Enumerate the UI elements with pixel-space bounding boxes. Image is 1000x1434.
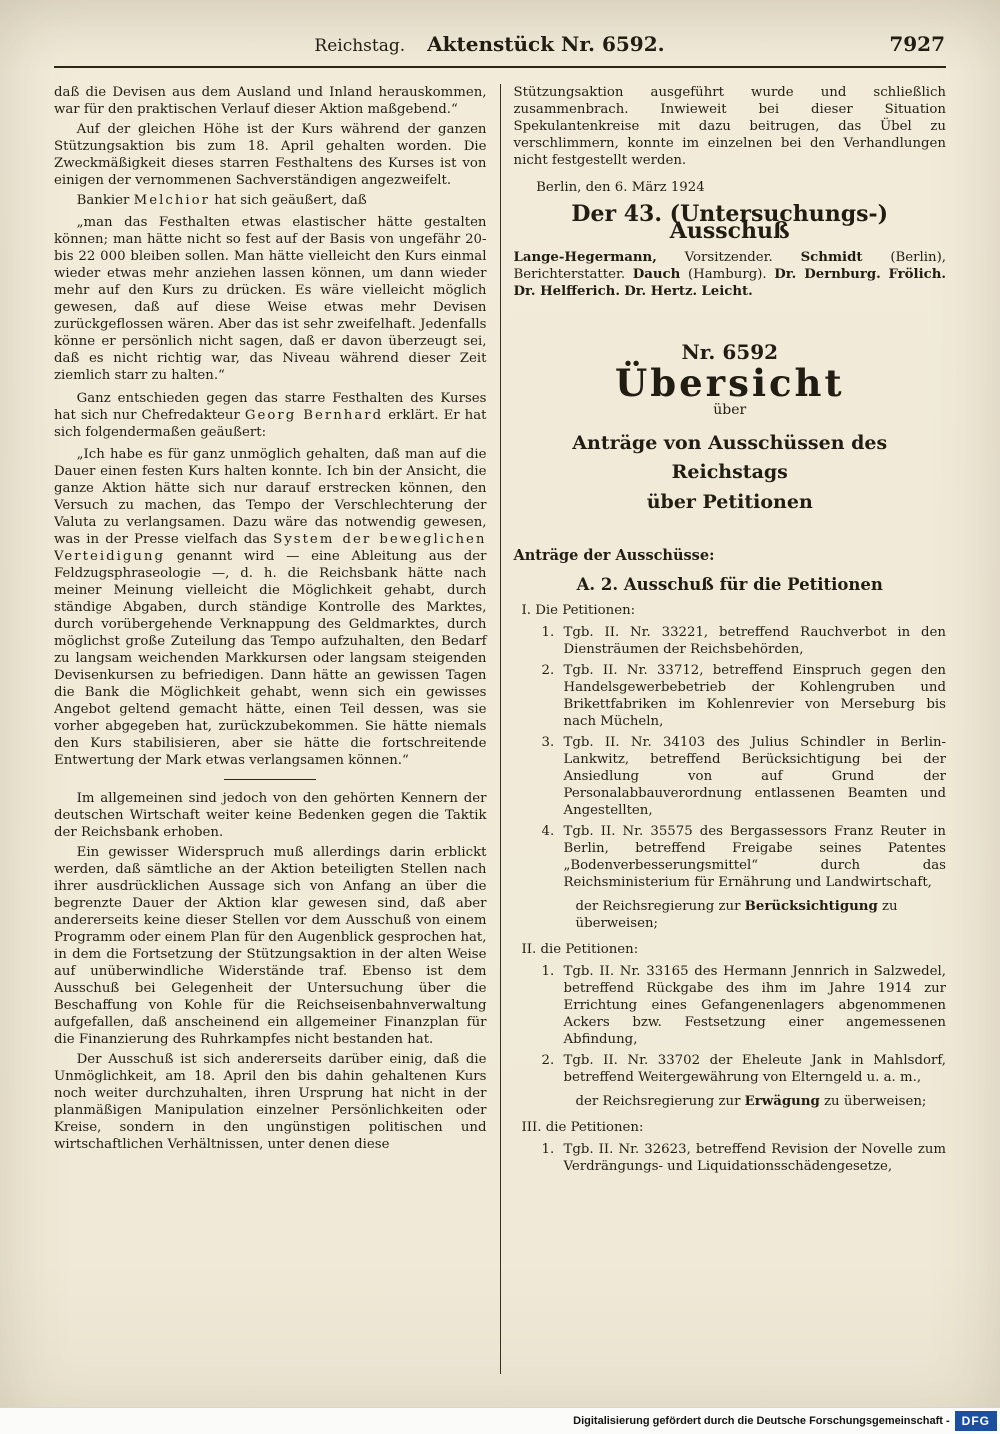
petition-group-1-label: I. Die Petitionen: [521, 603, 636, 619]
text-run: der Reichsregierung zur [575, 1094, 745, 1110]
petition-item [542, 963, 947, 1048]
signer-role: Vorsitzender. [656, 250, 801, 265]
document-number-title: Aktenstück Nr. 6592. [427, 32, 665, 56]
signer-name: Lange-Hegermann, [513, 250, 657, 265]
paragraph [54, 390, 487, 441]
petition-list-3 [542, 1141, 947, 1175]
item-text: Tgb. II. Nr. 33702 der Eheleute Jank in Mahlsdorf, betreffend Weitergewährung von Elterngeld u. a. m., [563, 1053, 946, 1086]
antraege-section-label: Anträge der Ausschüsse: [513, 547, 715, 565]
petition-item [542, 734, 947, 819]
petition-group-3-label: III. die Petitionen: [521, 1120, 644, 1136]
header-rule [54, 66, 946, 68]
resolution-2 [576, 1093, 933, 1110]
paragraph: Auf der gleichen Höhe ist der Kurs während der ganzen Stützungsaktion bis zum 18. April gehalten worden. Die Zweckmäßigkeit dieses starren Festhaltens des Kurses ist von einigen der vernommenen Sachverständigen angezweifelt. [54, 122, 487, 188]
committee-title: Der 43. (Untersuchungs-) Ausschuß [571, 201, 889, 244]
item-text: Tgb. II. Nr. 35575 des Bergassessors Franz Reuter in Berlin, betreffend Freigabe seines Patentes „Bodenverbesserungsmittel“ durch das Reichsministerium für Ernährung und Landwirtschaft, [563, 824, 946, 891]
signature-block [514, 249, 947, 300]
emphasized-name: Georg Bernhard [244, 408, 384, 423]
item-number: 1. [541, 625, 555, 641]
main-title-line1: Anträge von Ausschüssen des Reichstags [572, 432, 888, 484]
page-number: 7927 [889, 32, 945, 56]
item-text: Tgb. II. Nr. 32623, betreffend Revision der Novelle zum Verdrängungs- und Liquidationsschädengesetze, [563, 1142, 946, 1175]
uebersicht-heading: Übersicht [614, 361, 845, 405]
text-run: erklärt. Er hat sich folgendermaßen geäußert: [54, 408, 487, 440]
paragraph: Ein gewisser Widerspruch muß allerdings darin erblickt werden, daß sämtliche an der Aktion beteiligten Stellen nach ihrer ausdrücklichen Aussage sich von Anfang an über die begrenzte Dauer der Aktion klar gewesen sind, daß aber andererseits keine dieser Stellen vor dem Ausschuß von einem Programm oder einem Plan für den Augenblick gesprochen hat, in dem die Fortsetzung der Stützungsaktion in der alten Weise auf unüberwindliche Widerstände traf. Ebenso ist dem Ausschuß bei Gelegenheit der Untersuchung über die Beschaffung von Kohle für die Reichseisenbahnverwaltung aufgefallen, daß anscheinend ein allgemeiner Finanzplan für die Finanzierung des Ruhrkampfes nicht bestanden hat. [54, 845, 487, 1047]
petition-item [542, 662, 947, 730]
paragraph-continuation: daß die Devisen aus dem Ausland und Inland herauskommen, war für den praktischen Verlauf dieser Aktion maßgebend.“ [54, 85, 487, 117]
digitization-footer [0, 1407, 1000, 1434]
paragraph [54, 192, 487, 209]
paragraph: Der Ausschuß ist sich andererseits darüber einig, daß die Unmöglichkeit, am 18. April den bis dahin gehaltenen Kurs noch weiter durchzuhalten, ihren Ursprung hat nicht in der planmäßigen Manipulation einzelner Persönlichkeiten oder Kreise, sondern in den ungünstigen politischen und wirtschaftlichen Verhältnissen, unter denen diese [54, 1052, 487, 1152]
section-divider-rule [224, 779, 316, 780]
header-title-group [314, 32, 664, 56]
text-run: hat sich geäußert, daß [210, 193, 367, 208]
journal-name: Reichstag. [314, 36, 406, 56]
item-text: Tgb. II. Nr. 34103 des Julius Schindler in Berlin-Lankwitz, betreffend Berücksichtigung bei der Ansiedlung von auf Grund der Personalabbauverordnung entlassenen Beamten und Angestellten, [563, 735, 946, 819]
committee-a2-heading: A. 2. Ausschuß für die Petitionen [576, 575, 883, 595]
signer-name: Schmidt [800, 250, 863, 265]
signer-name: Dauch [632, 267, 681, 282]
item-number: 3. [541, 735, 555, 751]
signer-role: (Hamburg). [680, 267, 775, 282]
text-run: der Reichsregierung zur [575, 899, 745, 915]
content-columns [54, 84, 946, 1374]
emphasized-phrase: System der beweglichen Verteidigung [54, 532, 487, 564]
petition-item [542, 823, 947, 891]
paragraph: Im allgemeinen sind jedoch von den gehörten Kennern der deutschen Wirtschaft weiter keine Bedenken gegen die Taktik der Reichsbank erhoben. [54, 791, 487, 840]
petition-item [542, 1141, 947, 1175]
dateline: Berlin, den 6. März 1924 [536, 180, 705, 195]
ueber-subheading: über [713, 402, 747, 418]
quote-paragraph: „man das Festhalten etwas elastischer hätte gestalten können; man hätte nicht so fest auf der Basis von ungefähr 20- bis 22 000 bleiben sollen. Man hätte vielleicht den Kurs einmal wieder etwas mehr anziehen lassen können, um dann wieder mehr auf den Kurs zu drücken. Es wäre vielleicht möglich gewesen, daß auf diese Weise etwas mehr Devisen zurückgeflossen wären. Aber das ist sehr zweifelhaft. Jedenfalls könne er persönlich nicht sagen, daß er davon überzeugt sei, daß es nicht richtig war, das Niveau während dieser Zeit ziemlich starr zu halten.“ [54, 215, 487, 383]
text-run: zu überweisen; [575, 899, 898, 932]
paragraph-continuation: Stützungsaktion ausgeführt wurde und schließlich zusammenbrach. Inwieweit bei dieser Situation Spekulantenkreise mit dazu beitrugen, das Übel zu verschlimmern, konnte im einzelnen bei den Verhandlungen nicht festgestellt werden. [513, 85, 946, 168]
petition-list-1 [542, 624, 947, 891]
petition-item [542, 624, 947, 658]
text-run: „Ich habe es für ganz unmöglich gehalten, daß man auf die Dauer einen festen Kurs halten konnte. Ich bin der Ansicht, die ganze Aktion hätte sich nur darauf erstrecken können, den Versuch zu machen, das Tempo der Verschlechterung der Valuta zu verlangsamen. Dazu wäre das notwendig gewesen, was in der Presse vielfach das [54, 447, 487, 547]
left-column [54, 84, 487, 1374]
item-text: Tgb. II. Nr. 33221, betreffend Rauchverbot in den Diensträumen der Reichsbehörden, [563, 625, 946, 658]
petition-group-2-label: II. die Petitionen: [521, 942, 639, 958]
signer-name: Leicht. [701, 284, 753, 299]
resolution-1 [576, 898, 933, 932]
item-number: 1. [541, 1142, 555, 1158]
item-number: 2. [541, 663, 555, 679]
right-column [514, 84, 947, 1374]
text-run: Ganz entschieden gegen das starre Festhalten des Kurses hat sich nur Chefredakteur [54, 391, 487, 423]
item-number: 1. [541, 964, 555, 980]
text-run: Bankier [76, 193, 134, 208]
item-number: 2. [541, 1053, 555, 1069]
signer-name: Dr. Dernburg. [774, 267, 881, 282]
item-text: Tgb. II. Nr. 33712, betreffend Einspruch gegen den Handelsgewerbebetrieb der Kohlengruben und Brikettfabriken im Kohlenrevier von Merseburg bis nach Mücheln, [563, 663, 946, 730]
signer-role: (Berlin), Berichterstatter. [513, 250, 946, 282]
main-title [514, 429, 947, 517]
petition-list-2 [542, 963, 947, 1086]
resolution-keyword: Erwägung [744, 1094, 820, 1110]
main-title-line2: über Petitionen [646, 490, 813, 513]
text-run: genannt wird — eine Ableitung aus der Feldzugsphraseologie —, d. h. die Reichsbank hätte nach meiner Meinung vielleicht die Möglichkeit gehabt, durch ständige Abgaben, durch ständige Kontrolle des Marktes, durch vorübergehende Verknappung des Geldmarktes, durch möglichst große Zuteilung das Tempo aufzuhalten, den Bedarf zu langsam weichenden Markkursen oder langsam steigenden Devisenkursen zu befriedigen. Dann hätte an gewissen Tagen die Bank die Möglichkeit gehabt, wenn sich ein gewisses Angebot geltend gemacht hätte, einen Teil dessen, was sie vorher abgegeben hat, zurückzubekommen. Sie hätte niemals den Kurs stabilisieren, aber sie hätte die fortschreitende Entwertung der Mark etwas verlangsamen können.“ [54, 549, 487, 768]
signer-name: Dr. Helfferich. [513, 284, 620, 299]
resolution-keyword: Berücksichtigung [744, 899, 878, 915]
item-text: Tgb. II. Nr. 33165 des Hermann Jennrich in Salzwedel, betreffend Rückgabe des ihm im Jahre 1914 zur Errichtung eines Gefangenenlagers abgenommenen Ackers bzw. Festsetzung einer angemessenen Abfindung, [563, 964, 946, 1048]
dfg-logo: DFG [955, 1411, 997, 1431]
document-nr-heading: Nr. 6592 [681, 340, 779, 364]
emphasized-name: Melchior [133, 193, 211, 208]
signer-name: Frölich. [888, 267, 946, 282]
text-run: zu überweisen; [819, 1094, 927, 1110]
petition-item [542, 1052, 947, 1086]
item-number: 4. [541, 824, 555, 840]
digitization-credit-text: Digitalisierung gefördert durch die Deutsche Forschungsgemeinschaft - [573, 1415, 950, 1427]
signer-name: Dr. Hertz. [624, 284, 698, 299]
quote-paragraph [54, 446, 487, 769]
column-divider-rule [500, 84, 501, 1374]
page-header [55, 32, 945, 62]
